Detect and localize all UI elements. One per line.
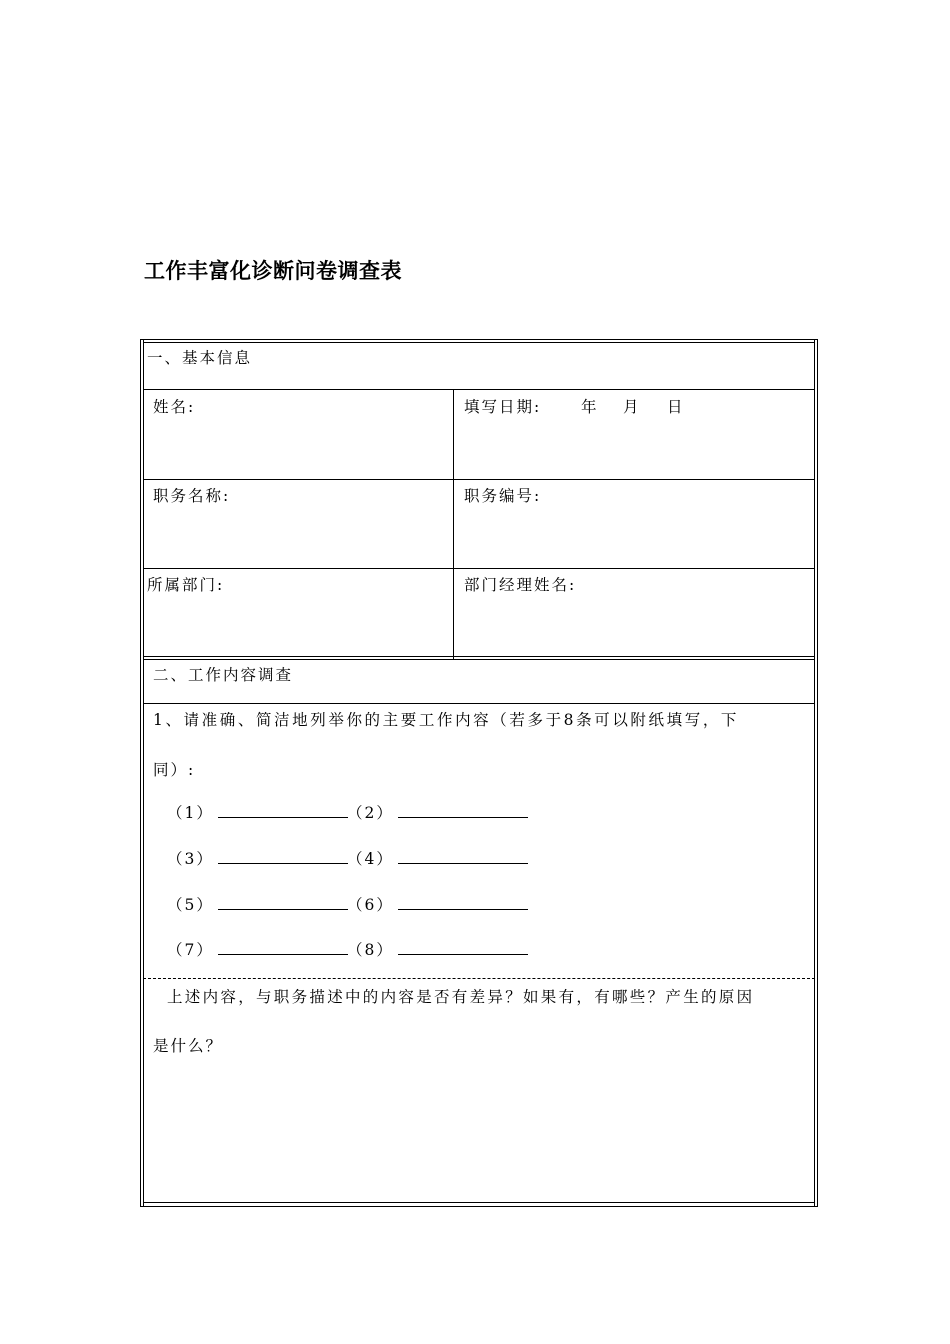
- row-divider: [143, 568, 815, 569]
- position-name-label: 职务名称:: [153, 487, 231, 505]
- table-inner-border-left: [143, 340, 144, 1206]
- section1-heading: 一、基本信息: [147, 349, 253, 367]
- question1-text-line1: 1、请准确、简洁地列举你的主要工作内容（若多于8条可以附纸填写，下: [153, 711, 740, 729]
- document-title: 工作丰富化诊断问卷调查表: [144, 259, 402, 283]
- manager-name-label: 部门经理姓名:: [464, 576, 577, 594]
- answer-item-3: （3）: [167, 847, 348, 869]
- questionnaire-form: [140, 339, 818, 1207]
- answer-blank-8[interactable]: [398, 938, 528, 955]
- answer-blank-2[interactable]: [398, 801, 528, 818]
- answer-item-2: （2）: [347, 801, 528, 823]
- dashed-divider: [143, 978, 815, 979]
- date-month-label: 月: [623, 398, 641, 416]
- answer-blank-5[interactable]: [218, 893, 348, 910]
- fill-date-label: 填写日期:: [464, 398, 542, 416]
- question2-text-line1: 上述内容，与职务描述中的内容是否有差异？如果有，有哪些？产生的原因: [167, 988, 755, 1006]
- section2-heading: 二、工作内容调查: [153, 666, 294, 684]
- column-divider: [453, 389, 454, 659]
- date-day-label: 日: [667, 398, 685, 416]
- row-divider: [143, 656, 815, 657]
- answer-item-8: （8）: [347, 938, 528, 960]
- answer-blank-1[interactable]: [218, 801, 348, 818]
- table-inner-border-right: [814, 340, 815, 1206]
- answer-blank-7[interactable]: [218, 938, 348, 955]
- answer-blank-6[interactable]: [398, 893, 528, 910]
- question2-text-line2: 是什么？: [153, 1037, 224, 1055]
- row-divider: [143, 659, 815, 660]
- answer-blank-4[interactable]: [398, 847, 528, 864]
- answer-item-7: （7）: [167, 938, 348, 960]
- row-divider: [143, 703, 815, 704]
- department-label: 所属部门:: [147, 576, 225, 594]
- question1-text-line2: 同）:: [153, 761, 196, 779]
- name-field-label: 姓名:: [153, 398, 196, 416]
- position-number-label: 职务编号:: [464, 487, 542, 505]
- answer-item-5: （5）: [167, 893, 348, 915]
- table-inner-border-top: [143, 342, 815, 343]
- row-divider: [143, 389, 815, 390]
- answer-item-4: （4）: [347, 847, 528, 869]
- date-year-label: 年: [581, 398, 599, 416]
- answer-item-6: （6）: [347, 893, 528, 915]
- answer-item-1: （1）: [167, 801, 348, 823]
- answer-blank-3[interactable]: [218, 847, 348, 864]
- row-divider: [143, 479, 815, 480]
- table-inner-border-bottom: [143, 1202, 815, 1203]
